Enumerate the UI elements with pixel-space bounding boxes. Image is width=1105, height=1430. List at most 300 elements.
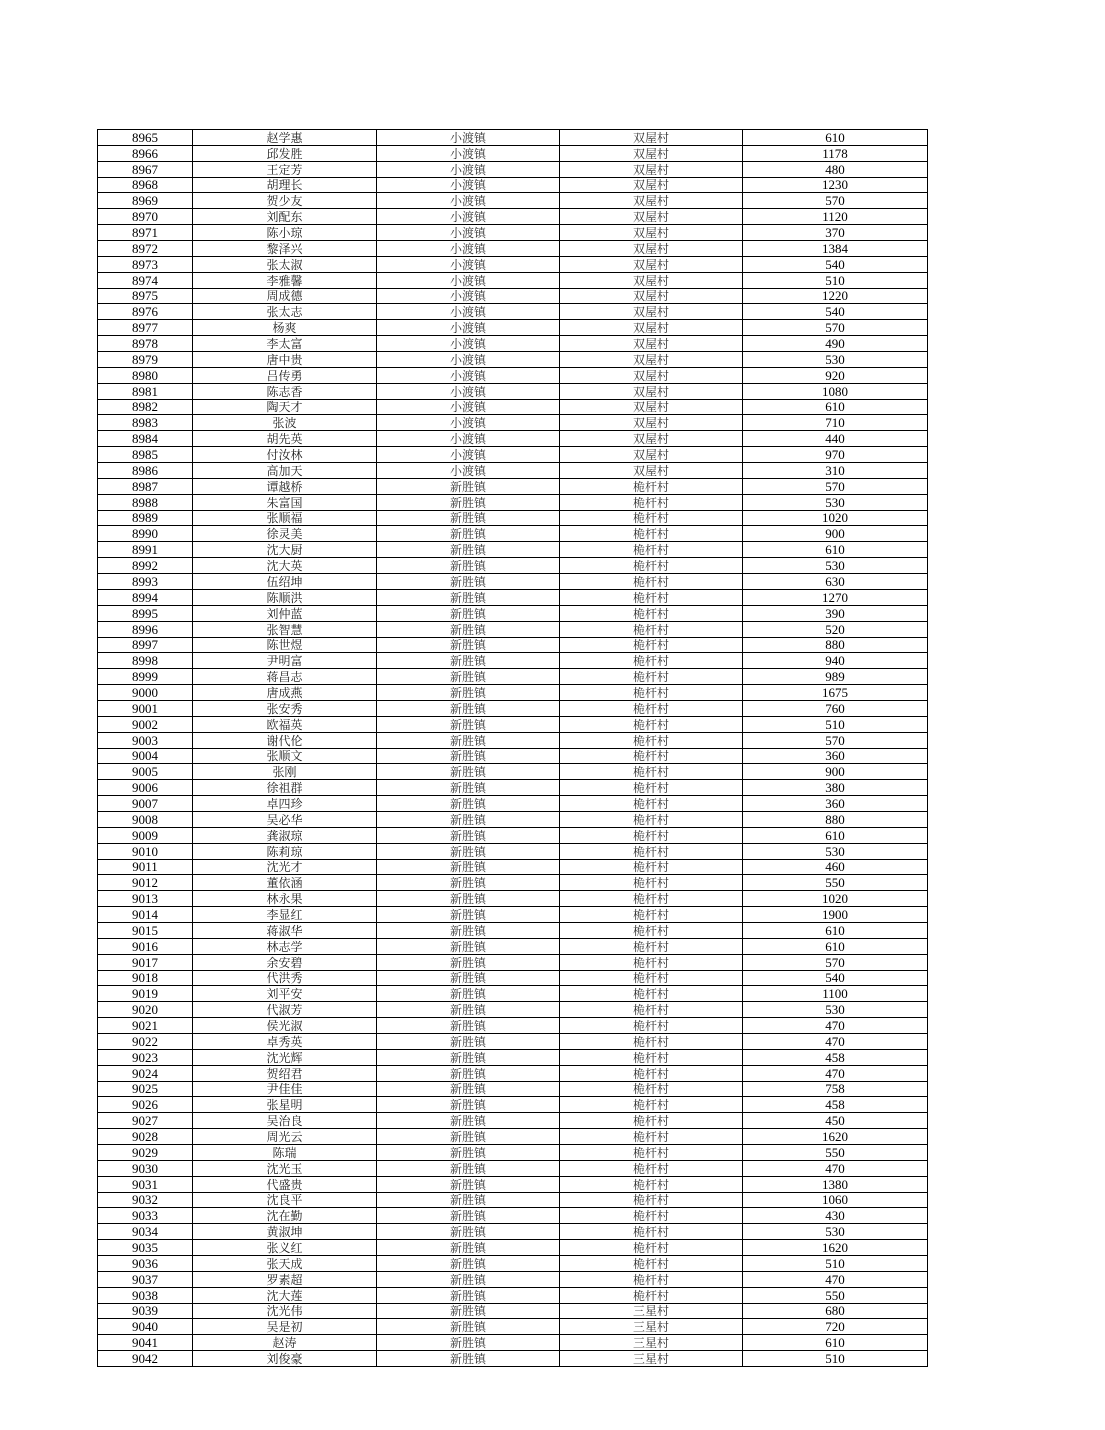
town-cell: 小渡镇	[377, 288, 560, 304]
name-cell: 张顺福	[193, 510, 377, 526]
table-row	[98, 1208, 928, 1224]
town-cell: 新胜镇	[377, 1335, 560, 1351]
amount-cell: 470	[743, 1160, 928, 1176]
name-cell: 张安秀	[193, 700, 377, 716]
name-cell: 周光云	[193, 1129, 377, 1145]
record-number-cell: 8974	[98, 272, 193, 288]
table-row	[98, 843, 928, 859]
town-cell: 小渡镇	[377, 463, 560, 479]
village-cell: 桅杆村	[560, 796, 743, 812]
village-cell: 桅杆村	[560, 685, 743, 701]
town-cell: 新胜镇	[377, 1002, 560, 1018]
name-cell: 陈顺洪	[193, 589, 377, 605]
amount-cell: 530	[743, 558, 928, 574]
record-number-cell: 9018	[98, 970, 193, 986]
record-number-cell: 9004	[98, 748, 193, 764]
village-cell: 双屋村	[560, 431, 743, 447]
table-row	[98, 352, 928, 368]
town-cell: 小渡镇	[377, 272, 560, 288]
town-cell: 新胜镇	[377, 970, 560, 986]
name-cell: 陈莉琼	[193, 843, 377, 859]
name-cell: 吴是初	[193, 1319, 377, 1335]
village-cell: 双屋村	[560, 241, 743, 257]
table-row	[98, 1065, 928, 1081]
table-row	[98, 875, 928, 891]
village-cell: 桅杆村	[560, 1208, 743, 1224]
name-cell: 刘配东	[193, 209, 377, 225]
name-cell: 刘俊豪	[193, 1351, 377, 1367]
name-cell: 黎泽兴	[193, 241, 377, 257]
name-cell: 陶天才	[193, 399, 377, 415]
town-cell: 新胜镇	[377, 1129, 560, 1145]
town-cell: 新胜镇	[377, 954, 560, 970]
village-cell: 桅杆村	[560, 621, 743, 637]
name-cell: 余安碧	[193, 954, 377, 970]
village-cell: 桅杆村	[560, 891, 743, 907]
village-cell: 双屋村	[560, 336, 743, 352]
amount-cell: 720	[743, 1319, 928, 1335]
table-row	[98, 891, 928, 907]
name-cell: 张太志	[193, 304, 377, 320]
amount-cell: 1120	[743, 209, 928, 225]
town-cell: 小渡镇	[377, 256, 560, 272]
amount-cell: 610	[743, 1335, 928, 1351]
amount-cell: 310	[743, 463, 928, 479]
table-row	[98, 780, 928, 796]
record-number-cell: 9019	[98, 986, 193, 1002]
town-cell: 新胜镇	[377, 1319, 560, 1335]
town-cell: 新胜镇	[377, 1018, 560, 1034]
name-cell: 陈志香	[193, 383, 377, 399]
name-cell: 吴必华	[193, 811, 377, 827]
table-row	[98, 272, 928, 288]
village-cell: 桅杆村	[560, 494, 743, 510]
village-cell: 桅杆村	[560, 1160, 743, 1176]
village-cell: 桅杆村	[560, 764, 743, 780]
record-number-cell: 9012	[98, 875, 193, 891]
town-cell: 新胜镇	[377, 938, 560, 954]
record-number-cell: 9008	[98, 811, 193, 827]
town-cell: 小渡镇	[377, 352, 560, 368]
village-cell: 桅杆村	[560, 1049, 743, 1065]
table-row	[98, 1145, 928, 1161]
name-cell: 张智慧	[193, 621, 377, 637]
amount-cell: 710	[743, 415, 928, 431]
village-cell: 桅杆村	[560, 922, 743, 938]
amount-cell: 530	[743, 494, 928, 510]
table-row	[98, 367, 928, 383]
town-cell: 小渡镇	[377, 161, 560, 177]
village-cell: 双屋村	[560, 130, 743, 146]
table-row	[98, 320, 928, 336]
name-cell: 徐灵美	[193, 526, 377, 542]
name-cell: 林永果	[193, 891, 377, 907]
name-cell: 朱富国	[193, 494, 377, 510]
record-number-cell: 9013	[98, 891, 193, 907]
table-row	[98, 1097, 928, 1113]
amount-cell: 570	[743, 193, 928, 209]
name-cell: 高加天	[193, 463, 377, 479]
name-cell: 唐成燕	[193, 685, 377, 701]
table-row	[98, 225, 928, 241]
town-cell: 新胜镇	[377, 1145, 560, 1161]
town-cell: 新胜镇	[377, 907, 560, 923]
village-cell: 桅杆村	[560, 986, 743, 1002]
town-cell: 新胜镇	[377, 764, 560, 780]
name-cell: 贺少友	[193, 193, 377, 209]
table-row	[98, 907, 928, 923]
name-cell: 付汝林	[193, 447, 377, 463]
table-row	[98, 827, 928, 843]
village-cell: 桅杆村	[560, 653, 743, 669]
village-cell: 双屋村	[560, 193, 743, 209]
town-cell: 新胜镇	[377, 494, 560, 510]
village-cell: 桅杆村	[560, 827, 743, 843]
amount-cell: 1620	[743, 1129, 928, 1145]
town-cell: 小渡镇	[377, 320, 560, 336]
town-cell: 新胜镇	[377, 1287, 560, 1303]
record-number-cell: 9036	[98, 1256, 193, 1272]
town-cell: 新胜镇	[377, 589, 560, 605]
amount-cell: 880	[743, 637, 928, 653]
table-row	[98, 494, 928, 510]
name-cell: 赵学惠	[193, 130, 377, 146]
table-row	[98, 399, 928, 415]
town-cell: 新胜镇	[377, 1065, 560, 1081]
village-cell: 桅杆村	[560, 558, 743, 574]
amount-cell: 490	[743, 336, 928, 352]
amount-cell: 610	[743, 130, 928, 146]
name-cell: 卓秀英	[193, 1033, 377, 1049]
record-number-cell: 8978	[98, 336, 193, 352]
table-row	[98, 700, 928, 716]
amount-cell: 1384	[743, 241, 928, 257]
table-row	[98, 415, 928, 431]
record-number-cell: 9006	[98, 780, 193, 796]
amount-cell: 610	[743, 922, 928, 938]
town-cell: 小渡镇	[377, 225, 560, 241]
village-cell: 三星村	[560, 1335, 743, 1351]
town-cell: 新胜镇	[377, 669, 560, 685]
village-cell: 双屋村	[560, 225, 743, 241]
amount-cell: 900	[743, 764, 928, 780]
record-number-cell: 9026	[98, 1097, 193, 1113]
name-cell: 陈瑞	[193, 1145, 377, 1161]
town-cell: 新胜镇	[377, 1192, 560, 1208]
table-row	[98, 732, 928, 748]
village-cell: 桅杆村	[560, 780, 743, 796]
town-cell: 新胜镇	[377, 605, 560, 621]
name-cell: 林志学	[193, 938, 377, 954]
name-cell: 沈在勤	[193, 1208, 377, 1224]
record-number-cell: 9030	[98, 1160, 193, 1176]
town-cell: 新胜镇	[377, 827, 560, 843]
table-row	[98, 574, 928, 590]
name-cell: 尹佳佳	[193, 1081, 377, 1097]
town-cell: 新胜镇	[377, 732, 560, 748]
table-row	[98, 510, 928, 526]
record-number-cell: 9029	[98, 1145, 193, 1161]
record-number-cell: 9038	[98, 1287, 193, 1303]
record-number-cell: 9009	[98, 827, 193, 843]
amount-cell: 1080	[743, 383, 928, 399]
village-cell: 双屋村	[560, 447, 743, 463]
town-cell: 新胜镇	[377, 700, 560, 716]
name-cell: 欧福英	[193, 716, 377, 732]
table-row	[98, 1176, 928, 1192]
town-cell: 新胜镇	[377, 859, 560, 875]
amount-cell: 550	[743, 1287, 928, 1303]
table-row	[98, 796, 928, 812]
village-cell: 桅杆村	[560, 938, 743, 954]
village-cell: 双屋村	[560, 145, 743, 161]
village-cell: 桅杆村	[560, 510, 743, 526]
amount-cell: 380	[743, 780, 928, 796]
town-cell: 新胜镇	[377, 716, 560, 732]
record-number-cell: 9017	[98, 954, 193, 970]
amount-cell: 1100	[743, 986, 928, 1002]
table-row	[98, 669, 928, 685]
record-number-cell: 9024	[98, 1065, 193, 1081]
town-cell: 小渡镇	[377, 193, 560, 209]
amount-cell: 758	[743, 1081, 928, 1097]
name-cell: 胡先英	[193, 431, 377, 447]
amount-cell: 370	[743, 225, 928, 241]
village-cell: 三星村	[560, 1303, 743, 1319]
village-cell: 双屋村	[560, 383, 743, 399]
table-row	[98, 1335, 928, 1351]
amount-cell: 760	[743, 700, 928, 716]
table-row	[98, 1129, 928, 1145]
village-cell: 双屋村	[560, 399, 743, 415]
name-cell: 尹明富	[193, 653, 377, 669]
amount-cell: 510	[743, 1256, 928, 1272]
record-number-cell: 8980	[98, 367, 193, 383]
amount-cell: 1178	[743, 145, 928, 161]
record-number-cell: 8966	[98, 145, 193, 161]
name-cell: 刘仲蓝	[193, 605, 377, 621]
record-number-cell: 8981	[98, 383, 193, 399]
town-cell: 新胜镇	[377, 796, 560, 812]
town-cell: 小渡镇	[377, 399, 560, 415]
record-number-cell: 8976	[98, 304, 193, 320]
amount-cell: 630	[743, 574, 928, 590]
name-cell: 沈大莲	[193, 1287, 377, 1303]
record-number-cell: 9041	[98, 1335, 193, 1351]
town-cell: 新胜镇	[377, 1240, 560, 1256]
village-cell: 桅杆村	[560, 542, 743, 558]
record-number-cell: 8985	[98, 447, 193, 463]
record-number-cell: 8984	[98, 431, 193, 447]
village-cell: 桅杆村	[560, 669, 743, 685]
village-cell: 三星村	[560, 1351, 743, 1367]
town-cell: 新胜镇	[377, 843, 560, 859]
table-row	[98, 653, 928, 669]
amount-cell: 458	[743, 1097, 928, 1113]
table-row	[98, 288, 928, 304]
town-cell: 新胜镇	[377, 1160, 560, 1176]
record-number-cell: 8997	[98, 637, 193, 653]
amount-cell: 390	[743, 605, 928, 621]
village-cell: 桅杆村	[560, 605, 743, 621]
town-cell: 小渡镇	[377, 130, 560, 146]
table-row	[98, 637, 928, 653]
table-row	[98, 558, 928, 574]
record-number-cell: 8969	[98, 193, 193, 209]
village-cell: 桅杆村	[560, 1145, 743, 1161]
record-number-cell: 9007	[98, 796, 193, 812]
table-row	[98, 1049, 928, 1065]
record-number-cell: 9000	[98, 685, 193, 701]
record-number-cell: 8987	[98, 478, 193, 494]
record-number-cell: 9027	[98, 1113, 193, 1129]
amount-cell: 940	[743, 653, 928, 669]
amount-cell: 1380	[743, 1176, 928, 1192]
amount-cell: 1900	[743, 907, 928, 923]
table-row	[98, 621, 928, 637]
record-number-cell: 9015	[98, 922, 193, 938]
town-cell: 小渡镇	[377, 383, 560, 399]
name-cell: 徐祖群	[193, 780, 377, 796]
town-cell: 新胜镇	[377, 1208, 560, 1224]
record-number-cell: 9005	[98, 764, 193, 780]
table-row	[98, 1319, 928, 1335]
town-cell: 新胜镇	[377, 1097, 560, 1113]
record-number-cell: 8986	[98, 463, 193, 479]
record-number-cell: 8975	[98, 288, 193, 304]
name-cell: 王定芳	[193, 161, 377, 177]
name-cell: 杨爽	[193, 320, 377, 336]
record-number-cell: 9035	[98, 1240, 193, 1256]
village-cell: 桅杆村	[560, 526, 743, 542]
village-cell: 双屋村	[560, 304, 743, 320]
table-row	[98, 1033, 928, 1049]
amount-cell: 510	[743, 1351, 928, 1367]
amount-cell: 989	[743, 669, 928, 685]
name-cell: 代盛贵	[193, 1176, 377, 1192]
town-cell: 新胜镇	[377, 558, 560, 574]
name-cell: 代洪秀	[193, 970, 377, 986]
town-cell: 小渡镇	[377, 336, 560, 352]
name-cell: 李显红	[193, 907, 377, 923]
name-cell: 张波	[193, 415, 377, 431]
village-cell: 桅杆村	[560, 1081, 743, 1097]
record-number-cell: 8992	[98, 558, 193, 574]
name-cell: 李雅馨	[193, 272, 377, 288]
amount-cell: 570	[743, 478, 928, 494]
town-cell: 新胜镇	[377, 1176, 560, 1192]
table-row	[98, 1287, 928, 1303]
table-row	[98, 589, 928, 605]
town-cell: 新胜镇	[377, 891, 560, 907]
record-number-cell: 9022	[98, 1033, 193, 1049]
village-cell: 桅杆村	[560, 1256, 743, 1272]
amount-cell: 1675	[743, 685, 928, 701]
record-number-cell: 9042	[98, 1351, 193, 1367]
record-number-cell: 9031	[98, 1176, 193, 1192]
town-cell: 新胜镇	[377, 1351, 560, 1367]
table-row	[98, 1002, 928, 1018]
town-cell: 新胜镇	[377, 574, 560, 590]
name-cell: 陈小琼	[193, 225, 377, 241]
amount-cell: 360	[743, 796, 928, 812]
village-cell: 桅杆村	[560, 1240, 743, 1256]
amount-cell: 610	[743, 938, 928, 954]
village-cell: 桅杆村	[560, 700, 743, 716]
amount-cell: 920	[743, 367, 928, 383]
record-number-cell: 9033	[98, 1208, 193, 1224]
name-cell: 伍绍坤	[193, 574, 377, 590]
name-cell: 张顺文	[193, 748, 377, 764]
village-cell: 桅杆村	[560, 1065, 743, 1081]
table-row	[98, 1240, 928, 1256]
village-cell: 桅杆村	[560, 811, 743, 827]
town-cell: 小渡镇	[377, 415, 560, 431]
village-cell: 双屋村	[560, 256, 743, 272]
amount-cell: 1620	[743, 1240, 928, 1256]
table-row	[98, 811, 928, 827]
village-cell: 桅杆村	[560, 970, 743, 986]
amount-cell: 540	[743, 256, 928, 272]
amount-cell: 530	[743, 352, 928, 368]
town-cell: 新胜镇	[377, 637, 560, 653]
village-cell: 桅杆村	[560, 1192, 743, 1208]
town-cell: 小渡镇	[377, 177, 560, 193]
amount-cell: 970	[743, 447, 928, 463]
village-cell: 桅杆村	[560, 716, 743, 732]
record-number-cell: 9020	[98, 1002, 193, 1018]
table-row	[98, 1192, 928, 1208]
village-cell: 桅杆村	[560, 1002, 743, 1018]
town-cell: 新胜镇	[377, 1303, 560, 1319]
table-row	[98, 447, 928, 463]
record-number-cell: 9001	[98, 700, 193, 716]
table-row	[98, 542, 928, 558]
table-row	[98, 1160, 928, 1176]
name-cell: 胡理长	[193, 177, 377, 193]
village-cell: 桅杆村	[560, 574, 743, 590]
amount-cell: 430	[743, 1208, 928, 1224]
amount-cell: 680	[743, 1303, 928, 1319]
record-number-cell: 8970	[98, 209, 193, 225]
village-cell: 桅杆村	[560, 1097, 743, 1113]
town-cell: 小渡镇	[377, 241, 560, 257]
amount-cell: 530	[743, 843, 928, 859]
record-number-cell: 9003	[98, 732, 193, 748]
name-cell: 张天成	[193, 1256, 377, 1272]
amount-cell: 530	[743, 1224, 928, 1240]
town-cell: 新胜镇	[377, 780, 560, 796]
name-cell: 张义红	[193, 1240, 377, 1256]
record-number-cell: 9023	[98, 1049, 193, 1065]
name-cell: 沈光伟	[193, 1303, 377, 1319]
name-cell: 张太淑	[193, 256, 377, 272]
village-cell: 桅杆村	[560, 954, 743, 970]
table-row	[98, 605, 928, 621]
table-row	[98, 970, 928, 986]
town-cell: 新胜镇	[377, 748, 560, 764]
amount-cell: 610	[743, 827, 928, 843]
table-row	[98, 130, 928, 146]
town-cell: 新胜镇	[377, 811, 560, 827]
table-row	[98, 209, 928, 225]
amount-cell: 440	[743, 431, 928, 447]
name-cell: 沈大厨	[193, 542, 377, 558]
town-cell: 新胜镇	[377, 621, 560, 637]
village-cell: 桅杆村	[560, 843, 743, 859]
amount-cell: 470	[743, 1065, 928, 1081]
name-cell: 侯光淑	[193, 1018, 377, 1034]
